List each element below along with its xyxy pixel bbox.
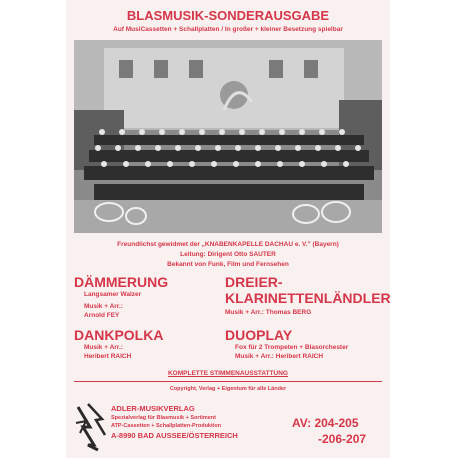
dedication-line-1: Freundlichst gewidmet der „KNABENKAPELLE DACHAU e. V." (Bayern) bbox=[117, 241, 339, 248]
piece-credit-dreier: Musik + Arr.: Thomas BERG bbox=[225, 309, 312, 316]
piece-credit-duoplay: Musik + Arr.: Heribert RAICH bbox=[235, 353, 324, 360]
piece-subtitle-daemmerung: Langsamer Walzer bbox=[84, 291, 142, 298]
catalog-number-line-2: -206-207 bbox=[318, 432, 367, 446]
piece-title-dreier-line2: KLARINETTENLÄNDLER bbox=[225, 290, 391, 306]
piece-credit-label-dankpolka: Musik + Arr.: bbox=[84, 344, 123, 351]
eagle-logo-icon bbox=[74, 401, 108, 451]
publisher-name: ADLER-MUSIKVERLAG bbox=[111, 404, 195, 413]
piece-title-duoplay: DUOPLAY bbox=[225, 327, 293, 343]
piece-credit-name-dankpolka: Heribert RAICH bbox=[84, 353, 132, 360]
copyright-note: Copyright, Verlag + Eigentum für alle Länder bbox=[169, 386, 287, 392]
complete-parts-note: KOMPLETTE STIMMENAUSSTATTUNG bbox=[167, 370, 288, 377]
cover-subtitle: Auf MusiCassetten + Schallplatten / In großer + kleiner Besetzung spielbar bbox=[113, 26, 343, 33]
footer-divider bbox=[74, 381, 382, 382]
cover-title: BLASMUSIK-SONDERAUSGABE bbox=[126, 8, 330, 23]
piece-credit-label-daemmerung: Musik + Arr.: bbox=[84, 303, 123, 310]
dedication-line-3: Bekannt von Funk, Film und Fernsehen bbox=[167, 261, 289, 268]
piece-credit-name-daemmerung: Arnold FEY bbox=[84, 312, 120, 319]
piece-title-dankpolka: DANKPOLKA bbox=[74, 327, 164, 343]
piece-title-daemmerung: DÄMMERUNG bbox=[74, 274, 169, 290]
piece-title-dreier-line1: DREIER- bbox=[225, 274, 283, 290]
sheet-music-cover bbox=[66, 0, 390, 458]
publisher-line-1: Spezialverlag für Blasmusik + Sortiment bbox=[111, 415, 216, 421]
band-photo bbox=[74, 40, 382, 233]
piece-subtitle-duoplay: Fox für 2 Trompeten + Blasorchester bbox=[235, 344, 349, 351]
dedication-line-2: Leitung: Dirigent Otto SAUTER bbox=[180, 251, 276, 258]
publisher-address: A-8990 BAD AUSSEE/ÖSTERREICH bbox=[111, 431, 238, 440]
publisher-line-2: ATP-Cassetten + Schallplatten-Produktion bbox=[111, 423, 222, 429]
catalog-number-line-1: AV: 204-205 bbox=[292, 416, 359, 430]
